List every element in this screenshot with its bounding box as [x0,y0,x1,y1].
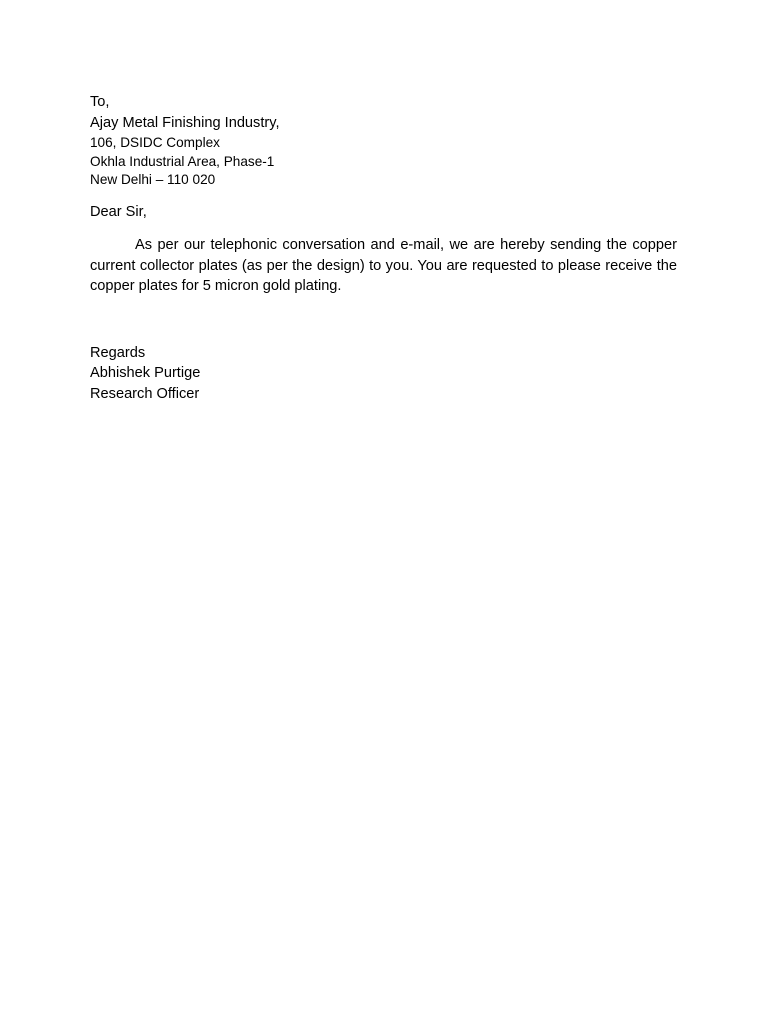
salutation: Dear Sir, [90,203,147,220]
letter-body: As per our telephonic conversation and e-mail, we are hereby sending the copper current collector plates (as per the design) to you. You are requested to please receive the copper plates for 5 micron gold plating. [90,237,677,294]
signature-block [90,343,677,405]
closing: Regards [90,344,146,361]
signatory-title: Research Officer [90,385,200,402]
recipient-block [90,92,677,190]
to-label: To, [90,94,110,110]
address-line: 106, DSIDC Complex [90,135,220,150]
recipient-address [90,134,677,190]
salutation-block [90,202,677,223]
address-line: New Delhi – 110 020 [90,172,216,187]
address-line: Okhla Industrial Area, Phase-1 [90,153,275,169]
signatory-name: Abhishek Purtige [90,365,201,381]
recipient-name: Ajay Metal Finishing Industry, [90,114,280,131]
letter [90,92,677,404]
